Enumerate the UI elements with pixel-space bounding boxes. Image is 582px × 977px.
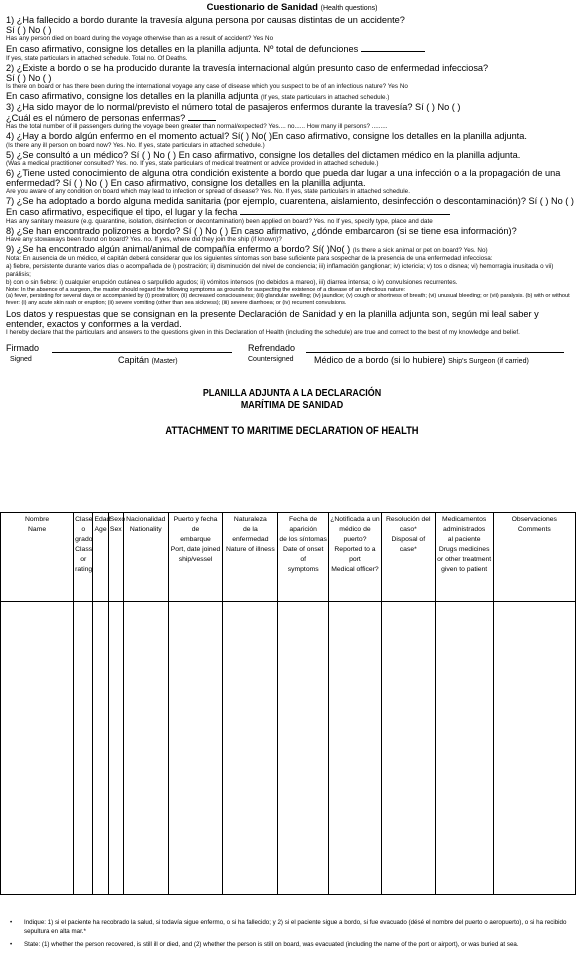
question-4: 4) ¿Hay a bordo algún enfermo en el momento actual? Sí( ) No( )En caso afirmativo, consigne los detalles en la planilla adjunta. (6, 131, 527, 142)
cell-onset[interactable] (278, 602, 329, 895)
question-5-en: (Was a medical practitioner consulted? Yes. no. If yes, state particulars of medical treatment or advice provided in attached schedule.) (6, 159, 379, 167)
ill-count-field[interactable] (188, 112, 216, 121)
col-reported: ¿Notificada a un médico de puerto? Reported to a port Medical officer? (329, 513, 382, 602)
footnote-en-text: State: (1) whether the person recovered, is still ill or died, and (2) whether the person is still on board, was evacuated (including the name of the port or airport), or was buried at sea. (24, 941, 519, 948)
attachment-table (0, 512, 576, 895)
question-3: 3) ¿Ha sido mayor de lo normal/previsto el número total de pasajeros enfermos durante la travesía? Sí ( ) No ( ) (6, 102, 461, 113)
surgeon-label-es: Médico de a bordo (si lo hubiere) (314, 355, 446, 366)
countersigned-label-es: Refrendado (248, 343, 296, 354)
cell-comments[interactable] (493, 602, 575, 895)
col-age: Edad Age (93, 513, 108, 602)
col-name: Nombre Name (1, 513, 74, 602)
cell-port-date[interactable] (168, 602, 223, 895)
question-2-detail-text: En caso afirmativo, consigne los detalles en la planilla adjunta (6, 91, 259, 102)
footnote-es-text: Indique: 1) si el paciente ha recobrado la salud, si todavía sigue enfermo, o si ha fallecido; y 2) si el paciente sigue a bordo, si fue evacuado (désé el nombre del puerto o aeropuerto), o si ha recibido sepultura en alta mar.* (24, 919, 567, 935)
col-onset: Fecha de aparición de los síntomas Date of onset of symptoms (278, 513, 329, 602)
question-1-detail (6, 43, 578, 54)
cell-reported[interactable] (329, 602, 382, 895)
question-2: 2) ¿Existe a bordo o se ha producido durante la travesía internacional algún presunto caso de enfermedad infecciosa? (6, 62, 489, 73)
question-5: 5) ¿Se consultó a un médico? Sí ( ) No ( ) En caso afirmativo, consigne los detalles del dictamen médico en la planilla adjunta. (6, 149, 521, 160)
question-1: 1) ¿Ha fallecido a bordo durante la travesía alguna persona por causas distintas de un accidente? (6, 15, 405, 25)
deaths-total-field[interactable] (361, 43, 425, 52)
health-declaration-page (6, 2, 578, 437)
note-en: Note: In the absence of a surgeon, the master should regard the following symptoms as grounds for suspecting the existence of a disease of an infectious nature: (6, 286, 406, 293)
question-9 (6, 244, 578, 255)
schedule-title-es-2: MARÍTIMA DE SANIDAD (240, 399, 344, 412)
schedule-title-en: ATTACHMENT TO MARITIME DECLARATION OF HEALTH (165, 425, 419, 438)
cell-illness[interactable] (223, 602, 278, 895)
signed-label-en: Signed (10, 356, 32, 364)
col-class: Clase o grado Class or rating (74, 513, 93, 602)
bullet-icon: • (10, 919, 13, 926)
note-en-ab: (a) fever, persisting for several days or accompanied by (i) prostration; (ii) decreased consciousness; (iii) glandular swelling; (iv) jaundice; (v) cough or shortness of breath; (vi) unusual bleeding; or (vii) paralysis. (b) with or without fever: (i) any acute skin rash or eruption; (ii) severe vomiting (other than sea sickness); (iii) severe diarrhoea; or (iv) recurrent convulsions. (6, 293, 570, 307)
question-7-detail-text: En caso afirmativo, especifique el tipo, el lugar y la fecha (6, 207, 238, 218)
signature-block (6, 343, 578, 373)
note-es-b: b) con o sin fiebre: i) cualquier erupción cutánea o sarpullido agudos; ii) vómitos intensos (no debidos a mareo), iii) diarrea intensa; o iv) convulsiones recurrentes. (6, 278, 458, 286)
schedule-title-es-1: PLANILLA ADJUNTA A LA DECLARACIÓN (202, 387, 382, 400)
question-1-detail-text: En caso afirmativo, consigne los detalles en la planilla adjunta. Nº total de defunciones (6, 44, 359, 55)
bullet-icon: • (10, 941, 13, 948)
cell-name[interactable] (1, 602, 74, 895)
question-6-en: Are you aware of any condition on board which may lead to infection or spread of disease? Yes. No. If yes, state particulars in attached schedule. (6, 188, 410, 196)
countersigned-label-en: Countersigned (248, 356, 294, 364)
question-9-en: (Is there a sick animal or pet on board? Yes. No) (352, 246, 488, 254)
title-es: Cuestionario de Sanidad (206, 2, 318, 13)
col-disposal: Resolución del caso* Disposal of case* (381, 513, 435, 602)
question-7: 7) ¿Se ha adoptado a bordo alguna medida sanitaria (por ejemplo, cuarentena, aislamiento, desinfección o descontaminación)? Sí ( ) No ( ) (6, 196, 574, 207)
cell-sex[interactable] (108, 602, 123, 895)
footnotes (10, 918, 570, 953)
question-7-detail (6, 206, 578, 217)
question-7-en: Has any sanitary measure (e.g. quarantine, isolation, disinfection or decontamination) been applied on board? Yes. no If yes, specify type, place and date (6, 217, 433, 225)
question-1-detail-en: If yes, state particulars in attached schedule. Total no. Of Deaths. (6, 54, 188, 62)
footnote-en (10, 940, 570, 949)
master-label (118, 355, 178, 365)
question-1-options[interactable]: Sí ( ) No ( ) (6, 25, 52, 36)
surgeon-label (314, 355, 529, 365)
col-drugs: Medicamentos administrados al paciente Drugs medicines or other treatment given to patient (435, 513, 493, 602)
master-signature-line[interactable] (52, 352, 232, 353)
question-1-en: Has any person died on board during the voyage otherwise than as a result of accident? Yes No (6, 35, 274, 43)
note-es: Nota: En ausencia de un médico, el capitán deberá considerar que los siguientes síntomas son base suficiente para sospechar de la presencia de una enfermedad infecciosa: (6, 254, 493, 262)
cell-disposal[interactable] (381, 602, 435, 895)
col-comments: Observaciones Comments (493, 513, 575, 602)
footnote-es (10, 918, 570, 936)
master-label-en: (Master) (151, 358, 178, 366)
surgeon-label-en: Ship's Surgeon (if carried) (448, 358, 529, 366)
attachment-entry-row (1, 602, 576, 895)
cell-drugs[interactable] (435, 602, 493, 895)
attachment-header-row (1, 513, 576, 602)
declaration-en: I hereby declare that the particulars and answers to the questions given in this Declaration of Health (including the schedule) are true and correct to the best of my knowledge and belief. (6, 329, 520, 337)
declaration-es: Los datos y respuestas que se consignan en la presente Declaración de Sanidad y en la planilla adjunta son, según mi leal saber y entender, exactos y conformes a la verdad. (6, 308, 539, 329)
question-2-options[interactable]: Sí ( ) No ( ) (6, 72, 52, 83)
question-8: 8) ¿Se han encontrado polizones a bordo? Sí ( ) No ( ) En caso afirmativo, ¿dónde embarcaron (si se tiene esa información)? (6, 225, 517, 236)
cell-class[interactable] (74, 602, 93, 895)
form-title (6, 2, 578, 15)
question-3-count-text: ¿Cuál es el número de personas enfermas? (6, 113, 186, 124)
cell-age[interactable] (93, 602, 108, 895)
col-illness: Naturaleza de la enfermedad Nature of illness (223, 513, 278, 602)
question-4-en: (Is there any ill person on board now? Yes. No. If yes, state particulars in attached schedule.) (6, 141, 265, 149)
question-8-en: Have any stowaways been found on board? Yes. no. If yes, where did they join the ship (if known)? (6, 235, 282, 243)
signed-label-es: Firmado (6, 343, 40, 354)
title-en: (Health questions) (320, 5, 378, 12)
question-2-detail-en: (If yes, state particulars in attached schedule.) (260, 94, 390, 102)
col-port-date: Puerto y fecha de embarque Port, date joined ship/vessel (168, 513, 223, 602)
question-2-en: Is there on board or has there been during the international voyage any case of disease which you suspect to be of an infectious nature? Yes No (6, 83, 408, 91)
col-nationality: Nacionalidad Nationality (123, 513, 168, 602)
question-6: 6) ¿Tiene usted conocimiento de alguna otra condición existente a bordo que pueda dar lugar a una infección o a la propagación de una enfermedad? Sí ( ) No ( ) En caso afirmativo, consigne los detalles en la planilla adjunta. (6, 167, 561, 189)
question-3-count (6, 112, 578, 123)
question-9-text: 9) ¿Se ha encontrado algún animal/animal de compañía enfermo a bordo? Sí( )No( ) (6, 243, 351, 254)
question-3-en: Has the total number of ill passengers during the voyage been greater than normal/expected? Yes.... no...... How many ill persons? ......... (6, 123, 388, 131)
surgeon-signature-line[interactable] (306, 352, 564, 353)
col-sex: Sexo Sex (108, 513, 123, 602)
question-2-detail (6, 91, 578, 102)
note-es-a: a) fiebre, persistente durante varios días o acompañada de i) postración; ii) disminución del nivel de conciencia; iii) inflamación ganglionar; iv) ictericia; v) tos o disnea; vi) hemorragia inusitada o vii) parálisis; (6, 262, 554, 278)
master-label-es: Capitán (118, 355, 150, 366)
cell-nationality[interactable] (123, 602, 168, 895)
sanitary-measure-field[interactable] (240, 206, 450, 215)
